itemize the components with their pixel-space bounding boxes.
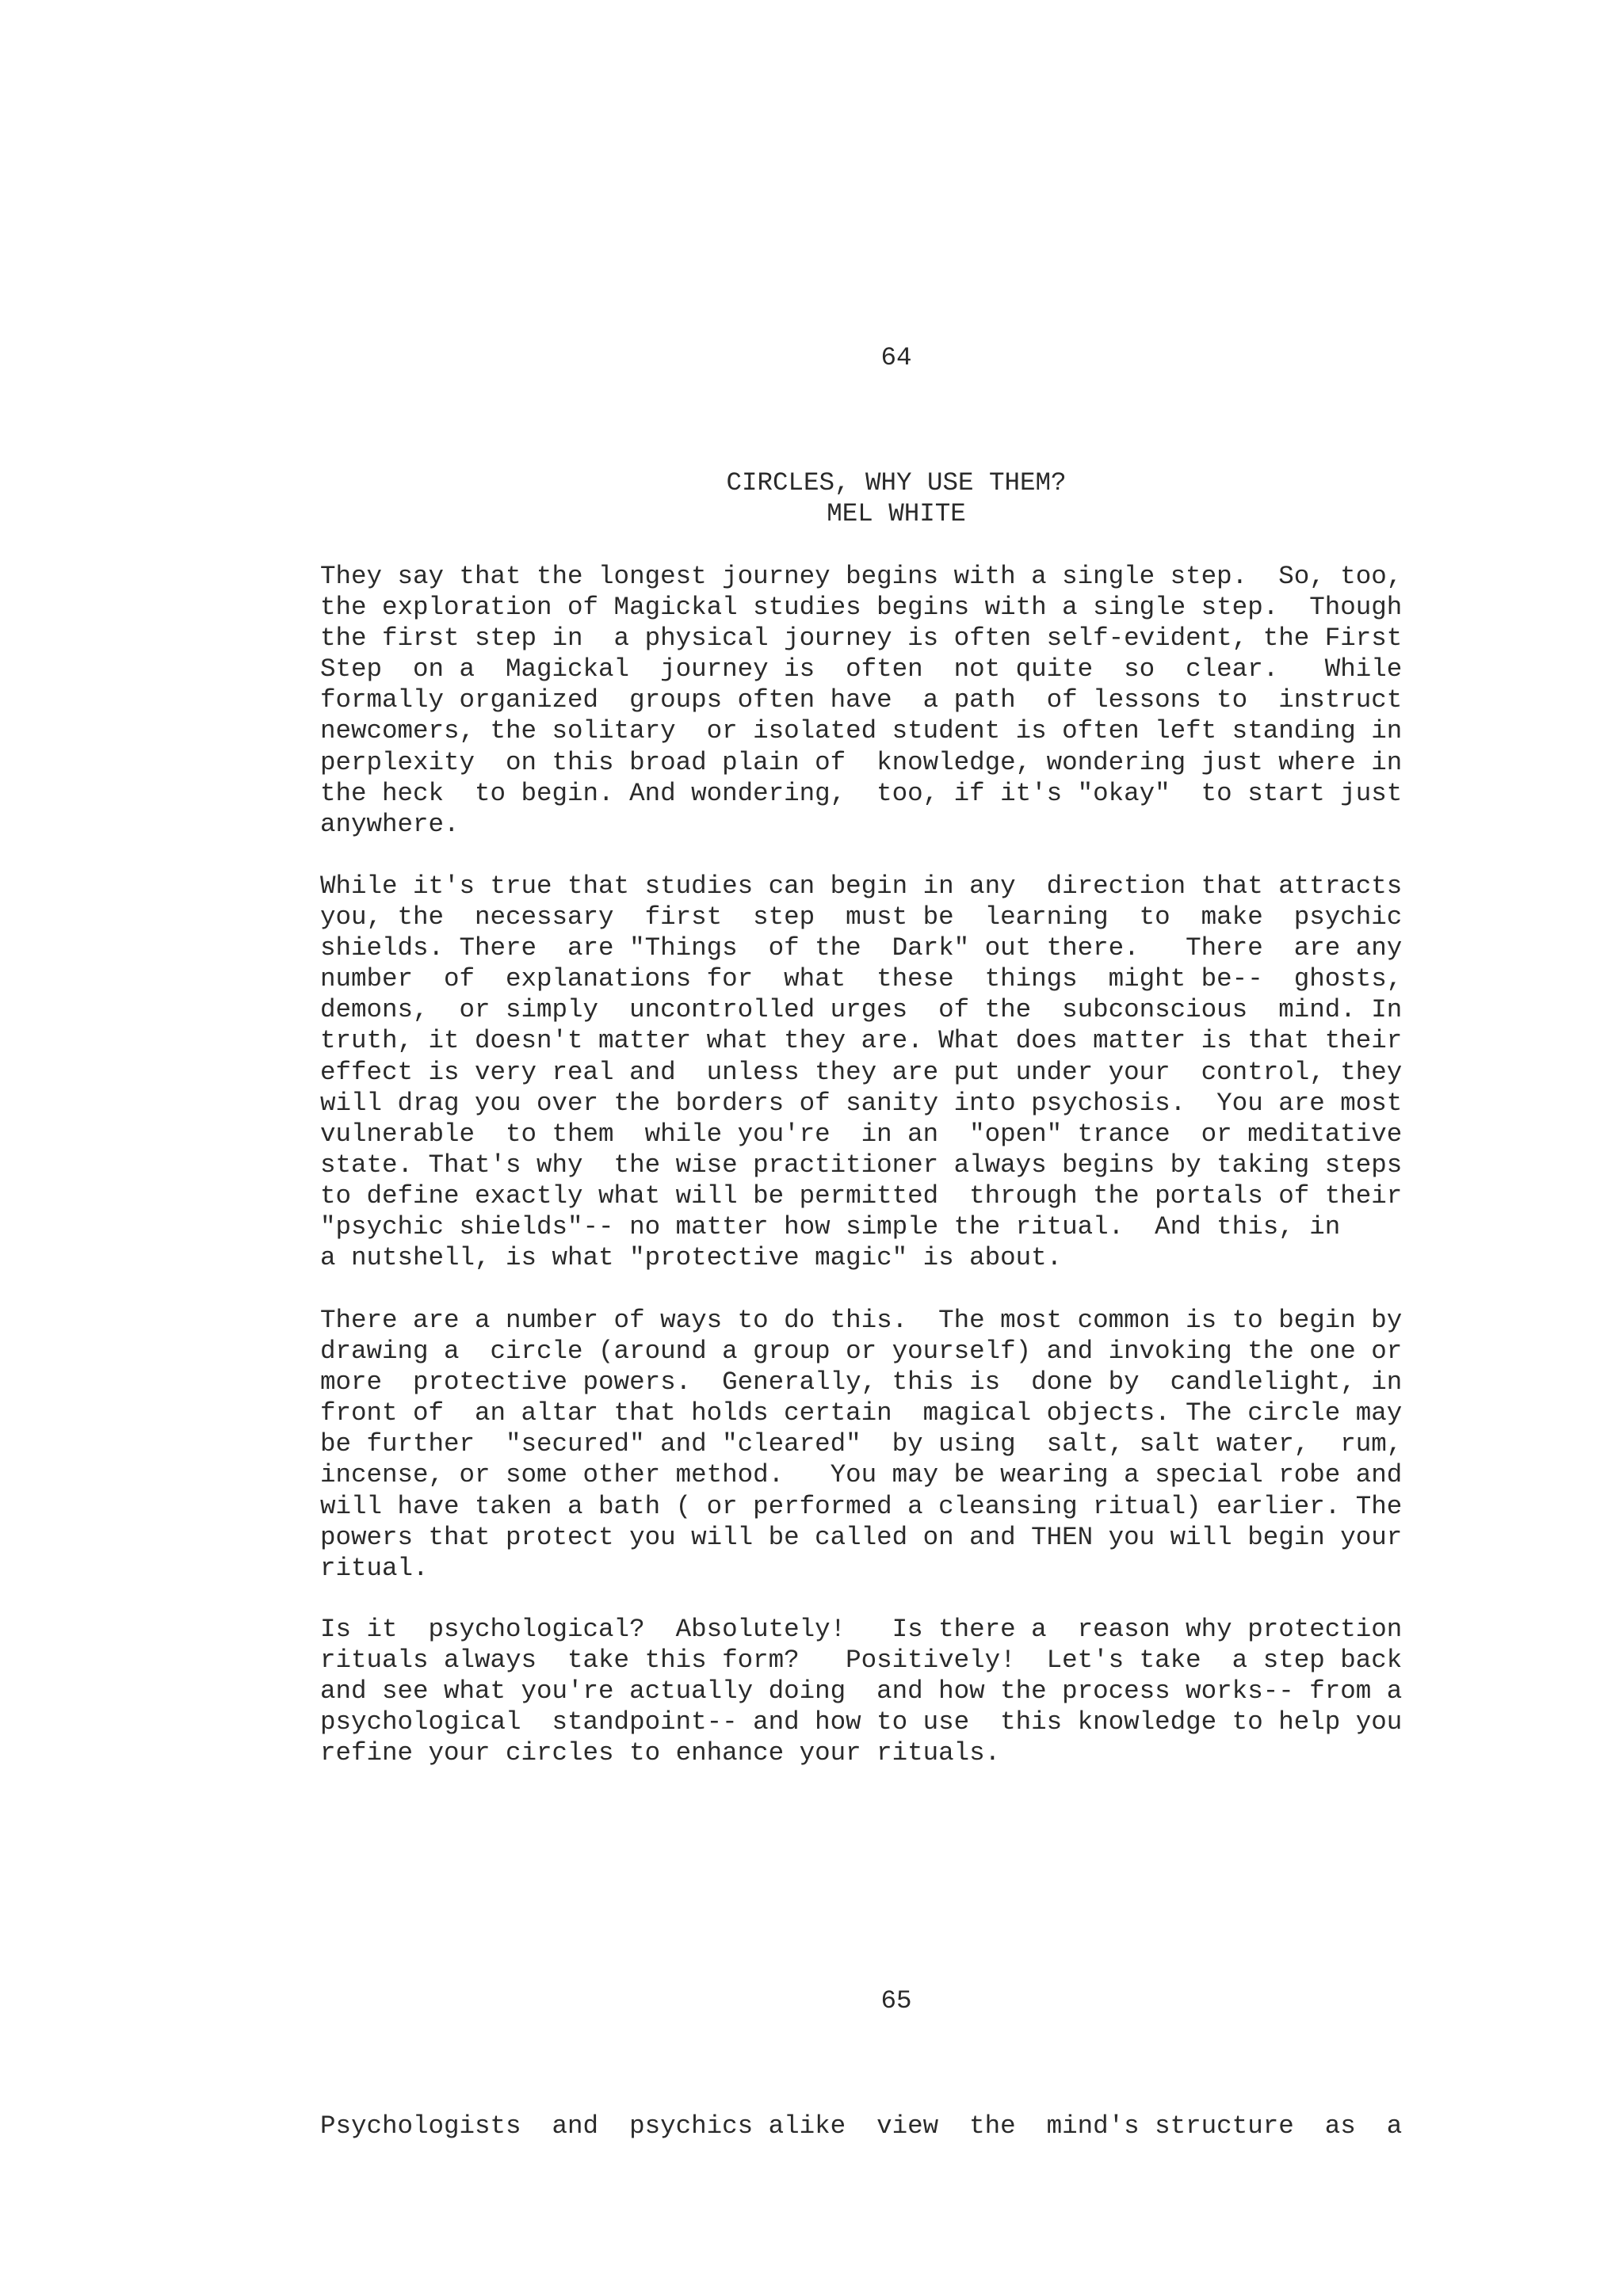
text-line: vulnerable to them while you're in an "open" trance or meditative bbox=[320, 1119, 1403, 1149]
text-line: the heck to begin. And wondering, too, if it's "okay" to start just bbox=[320, 778, 1403, 808]
text-line: ritual. bbox=[320, 1553, 429, 1583]
text-line: refine your circles to enhance your rituals. bbox=[320, 1738, 1001, 1768]
text-line: the exploration of Magickal studies begins with a single step. Though bbox=[320, 593, 1403, 623]
text-line: will have taken a bath ( or performed a cleansing ritual) earlier. The bbox=[320, 1491, 1403, 1521]
text-line: and see what you're actually doing and how the process works-- from a bbox=[320, 1676, 1403, 1707]
text-line: Psychologists and psychics alike view the mind's structure as a bbox=[320, 2111, 1403, 2141]
text-line: you, the necessary first step must be learning to make psychic bbox=[320, 902, 1403, 933]
text-line: be further "secured" and "cleared" by using salt, salt water, rum, bbox=[320, 1429, 1403, 1459]
text-line: a nutshell, is what "protective magic" is about. bbox=[320, 1243, 1063, 1273]
text-line: demons, or simply uncontrolled urges of the subconscious mind. In bbox=[320, 995, 1403, 1025]
text-line: powers that protect you will be called on and THEN you will begin your bbox=[320, 1522, 1403, 1552]
text-line: Step on a Magickal journey is often not quite so clear. While bbox=[320, 654, 1403, 685]
text-line: formally organized groups often have a path of lessons to instruct bbox=[320, 685, 1403, 715]
text-line: Is it psychological? Absolutely! Is there a reason why protection bbox=[320, 1615, 1403, 1644]
text-line: front of an altar that holds certain magical objects. The circle may bbox=[320, 1398, 1403, 1428]
text-line: There are a number of ways to do this. The most common is to begin by bbox=[320, 1306, 1403, 1335]
paragraph-1 bbox=[320, 561, 1471, 840]
text-line: While it's true that studies can begin in any direction that attracts bbox=[320, 871, 1403, 901]
text-line: incense, or some other method. You may be wearing a special robe and bbox=[320, 1460, 1403, 1490]
text-line: "psychic shields"-- no matter how simple the ritual. And this, in bbox=[320, 1212, 1341, 1242]
title-block bbox=[0, 467, 1623, 529]
text-line: the first step in a physical journey is often self-evident, the First bbox=[320, 624, 1403, 654]
text-line: perplexity on this broad plain of knowledge, wondering just where in bbox=[320, 747, 1403, 777]
text-line: more protective powers. Generally, this is done by candlelight, in bbox=[320, 1367, 1403, 1398]
paragraph-4 bbox=[320, 1614, 1471, 1768]
text-line: newcomers, the solitary or isolated student is often left standing in bbox=[320, 716, 1403, 746]
text-line: shields. There are "Things of the Dark" out there. There are any bbox=[320, 933, 1403, 963]
text-line: to define exactly what will be permitted through the portals of their bbox=[320, 1180, 1403, 1211]
paragraph-3 bbox=[320, 1305, 1471, 1584]
text-line: drawing a circle (around a group or yourself) and invoking the one or bbox=[320, 1337, 1403, 1367]
text-line: psychological standpoint-- and how to use this knowledge to help you bbox=[320, 1707, 1403, 1737]
page-number-bottom: 65 bbox=[880, 1986, 912, 2016]
continuation-text bbox=[320, 2111, 1471, 2142]
article-author: MEL WHITE bbox=[827, 499, 966, 528]
text-line: number of explanations for what these things might be-- ghosts, bbox=[320, 964, 1403, 994]
text-line: truth, it doesn't matter what they are. What does matter is that their bbox=[320, 1026, 1403, 1056]
text-line: anywhere. bbox=[320, 809, 460, 839]
text-line: effect is very real and unless they are put under your control, they bbox=[320, 1057, 1403, 1087]
text-line: rituals always take this form? Positively! Let's take a step back bbox=[320, 1646, 1403, 1676]
article-title: CIRCLES, WHY USE THEM? bbox=[726, 468, 1067, 498]
page-number-top: 64 bbox=[880, 343, 912, 372]
text-line: They say that the longest journey begins with a single step. So, too, bbox=[320, 562, 1403, 591]
text-line: will drag you over the borders of sanity into psychosis. You are most bbox=[320, 1088, 1403, 1118]
paragraph-2 bbox=[320, 871, 1471, 1273]
text-line: state. That's why the wise practitioner always begins by taking steps bbox=[320, 1150, 1403, 1180]
